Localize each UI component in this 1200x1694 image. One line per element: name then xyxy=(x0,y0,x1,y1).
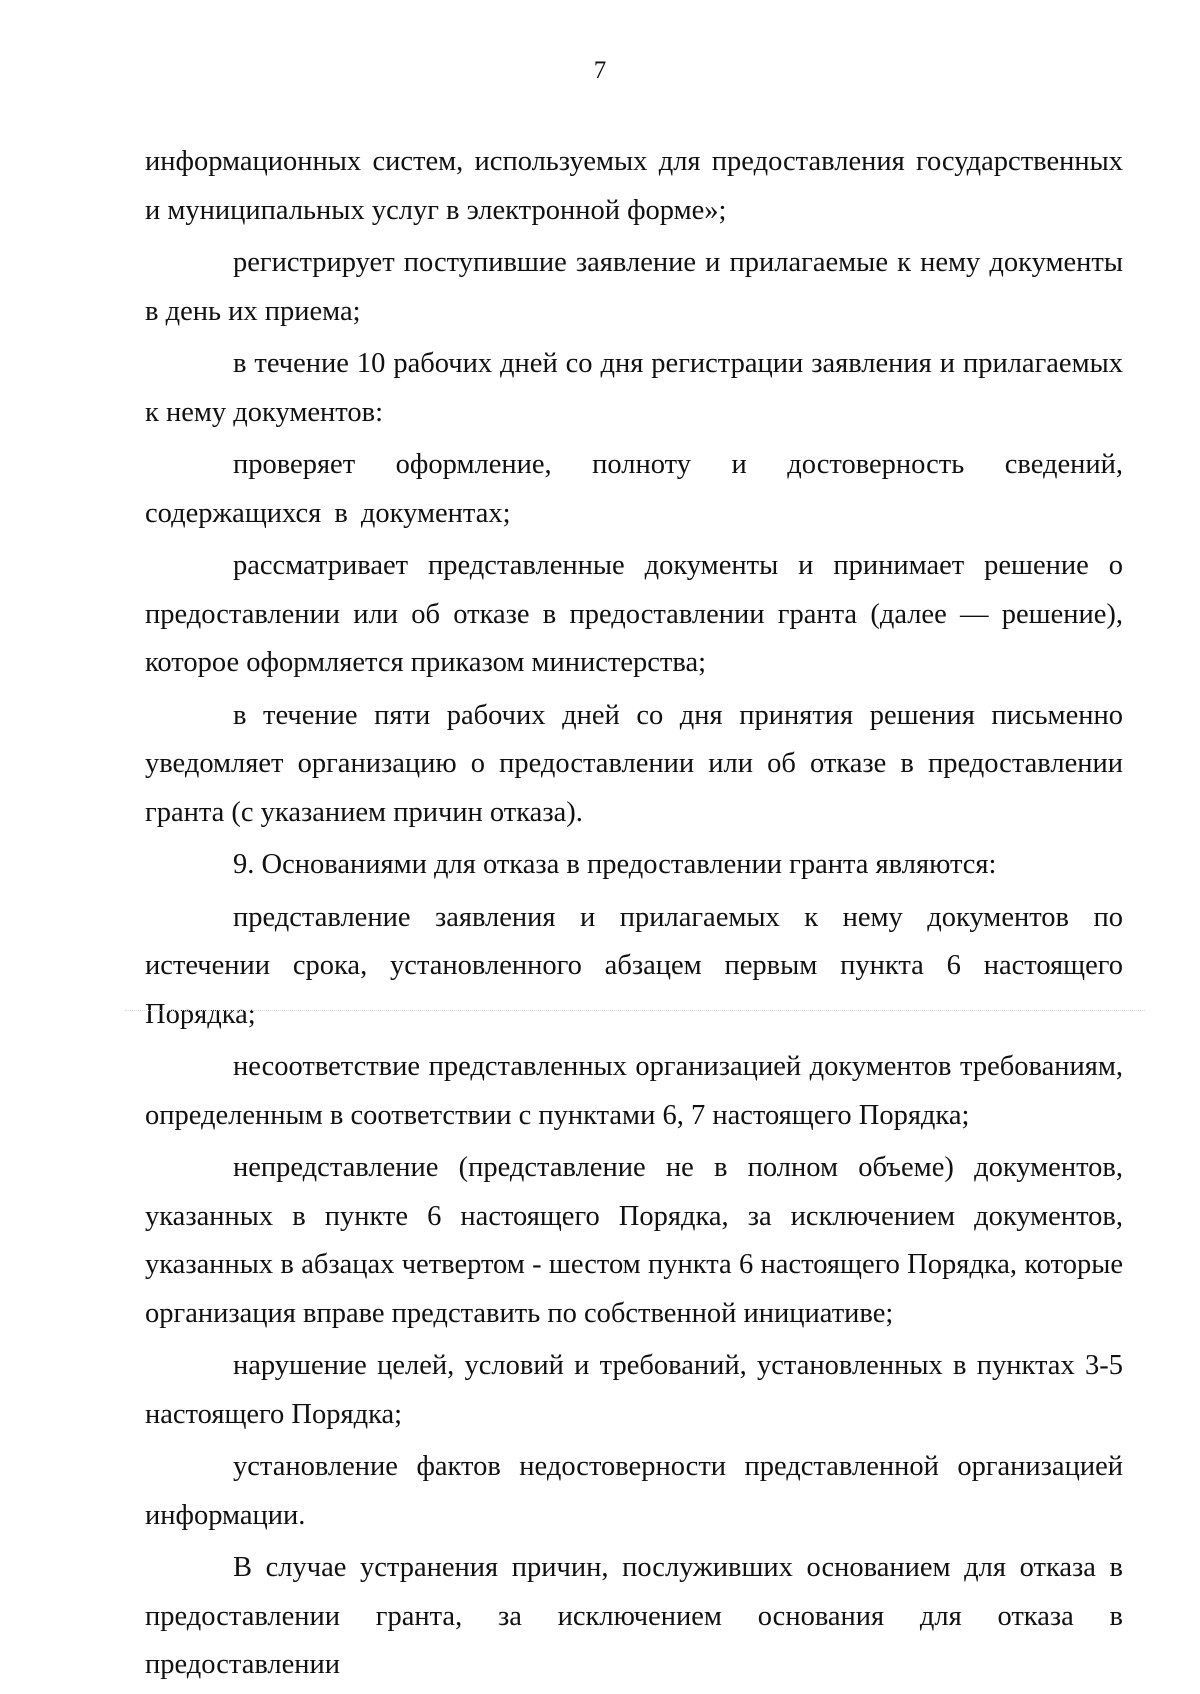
scan-artifact-line xyxy=(125,1010,1145,1011)
paragraph: представление заявления и прилагаемых к нему документов по истечении срока, установленного абзацем первым пункта 6 настоящего Порядка; xyxy=(145,901,1123,1030)
paragraph: В случае устранения причин, послуживших основанием для отказа в предоставлении гранта, за исключением основания для отказа в предоставлении xyxy=(145,1552,1123,1680)
document-body xyxy=(145,138,1123,1694)
paragraph: несоответствие представленных организацией документов требованиям, определенным в соответствии с пунктами 6, 7 настоящего Порядка; xyxy=(145,1051,1123,1131)
paragraph: 9. Основаниями для отказа в предоставлении гранта являются: xyxy=(233,849,997,880)
paragraph: в течение пяти рабочих дней со дня принятия решения письменно уведомляет организацию о предоставлении или об отказе в предоставлении гранта (с указанием причин отказа). xyxy=(145,699,1123,828)
paragraph: регистрирует поступившие заявление и прилагаемые к нему документы в день их приема; xyxy=(145,247,1123,327)
paragraph: информационных систем, используемых для предоставления государственных и муниципальных услуг в электронной форме»; xyxy=(145,146,1123,226)
paragraph: рассматривает представленные документы и принимает решение о предоставлении или об отказе в предоставлении гранта (далее — решение), которое оформляется приказом министерства; xyxy=(145,550,1123,678)
paragraph: установление фактов недостоверности представленной организацией информации. xyxy=(145,1451,1123,1531)
paragraph: нарушение целей, условий и требований, установленных в пунктах 3-5 настоящего Порядка; xyxy=(145,1350,1123,1430)
page-number: 7 xyxy=(593,57,607,84)
paragraph: непредставление (представление не в полном объеме) документов, указанных в пункте 6 настоящего Порядка, за исключением документов, указанных в абзацах четвертом - шестом пункта 6 настоящего Порядка, которые организация вправе представить по собственной инициативе; xyxy=(145,1152,1123,1329)
paragraph: проверяет оформление, полноту и достоверность сведений, содержащихся в документах; xyxy=(145,449,1123,529)
paragraph: в течение 10 рабочих дней со дня регистрации заявления и прилагаемых к нему документов: xyxy=(145,348,1123,428)
